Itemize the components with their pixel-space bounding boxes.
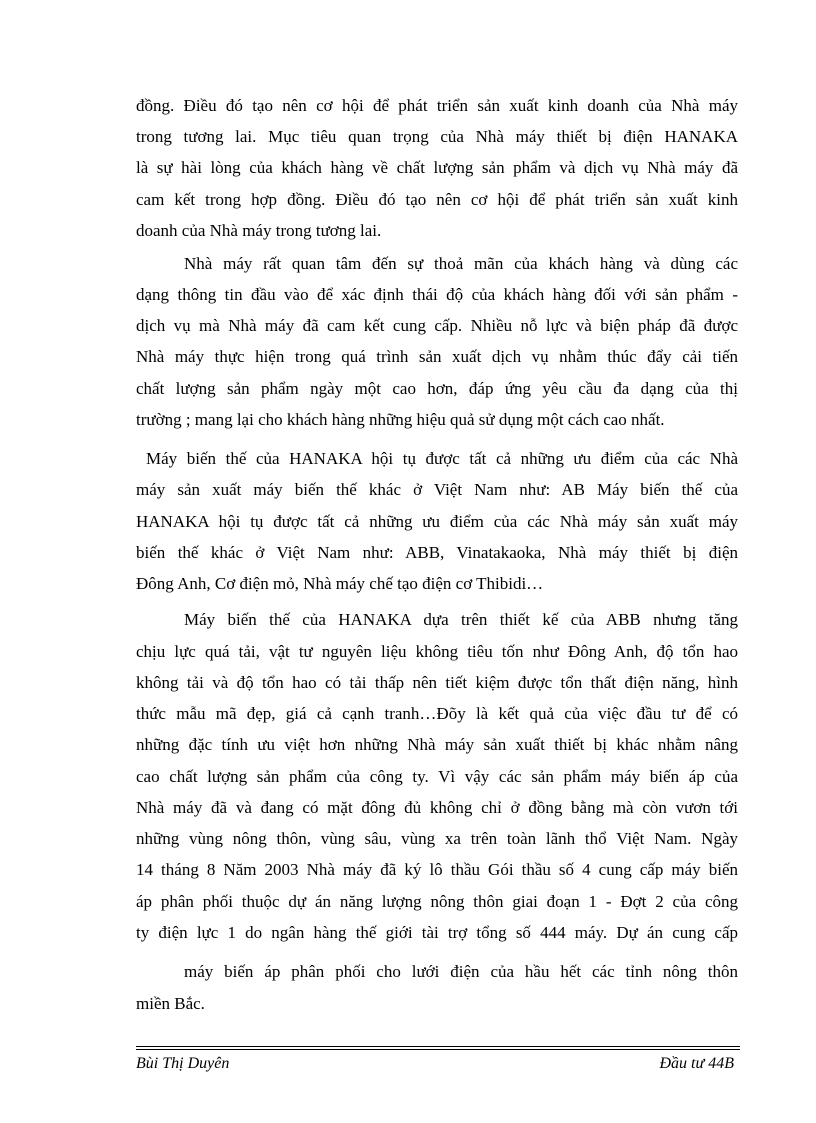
paragraph-line: trong tương lai. Mục tiêu quan trọng của Nhà máy thiết bị điện HANAKA bbox=[136, 127, 738, 146]
paragraph-line: những vùng nông thôn, vùng sâu, vùng xa trên toàn lãnh thổ Việt Nam. Ngày bbox=[136, 829, 738, 848]
paragraph-line: miền Bắc. bbox=[136, 994, 205, 1013]
paragraph-line: Máy biến thế của HANAKA hội tụ được tất cả những ưu điểm của các Nhà bbox=[146, 449, 738, 468]
paragraph-line: ty điện lực 1 do ngân hàng thế giới tài trợ tổng số 444 máy. Dự án cung cấp bbox=[136, 923, 738, 942]
paragraph-line: chịu lực quá tải, vật tư nguyên liệu không tiêu tốn như Đông Anh, độ tổn hao bbox=[136, 642, 738, 661]
paragraph-line: cam kết trong hợp đồng. Điều đó tạo nên cơ hội để phát triển sản xuất kinh bbox=[136, 190, 738, 209]
paragraph-line: HANAKA hội tụ được tất cả những ưu điểm của các Nhà máy sản xuất máy bbox=[136, 512, 738, 531]
paragraph-line: thức mẫu mã đẹp, giá cả cạnh tranh…Đõy là kết quả của việc đầu tư để có bbox=[136, 704, 738, 723]
footer-class: Đầu tư 44B bbox=[659, 1055, 734, 1072]
paragraph-line: những đặc tính ưu việt hơn những Nhà máy sản xuất thiết bị khác nhằm nâng bbox=[136, 735, 738, 754]
paragraph-line: áp phân phối thuộc dự án năng lượng nông thôn giai đoạn 1 - Đợt 2 của công bbox=[136, 892, 738, 911]
paragraph-line: máy biến áp phân phối cho lưới điện của hầu hết các tỉnh nông thôn bbox=[184, 962, 738, 981]
paragraph-line: dịch vụ mà Nhà máy đã cam kết cung cấp. Nhiều nỗ lực và biện pháp đã được bbox=[136, 316, 738, 335]
paragraph-line: cao chất lượng sản phẩm của công ty. Vì vậy các sản phẩm máy biến áp của bbox=[136, 767, 738, 786]
paragraph-line: Máy biến thế của HANAKA dựa trên thiết kế của ABB nhưng tăng bbox=[184, 610, 738, 629]
footer-rule-bottom bbox=[136, 1049, 740, 1050]
paragraph-line: doanh của Nhà máy trong tương lai. bbox=[136, 221, 382, 240]
paragraph-line: biến thế khác ở Việt Nam như: ABB, Vinatakaoka, Nhà máy thiết bị điện bbox=[136, 543, 738, 562]
paragraph-line: trường ; mang lại cho khách hàng những hiệu quả sử dụng một cách cao nhất. bbox=[136, 410, 665, 429]
paragraph-line: 14 tháng 8 Năm 2003 Nhà máy đã ký lô thầu Gói thầu số 4 cung cấp máy biến bbox=[136, 860, 738, 879]
paragraph-line: Nhà máy đã và đang có mặt đông đủ không chỉ ở đồng bằng mà còn vươn tới bbox=[136, 798, 738, 817]
paragraph-line: đồng. Điều đó tạo nên cơ hội để phát triển sản xuất kinh doanh của Nhà máy bbox=[136, 96, 738, 115]
footer-rule-top bbox=[136, 1046, 740, 1047]
paragraph-line: Đông Anh, Cơ điện mỏ, Nhà máy chế tạo điện cơ Thibidi… bbox=[136, 574, 544, 593]
paragraph-line: máy sản xuất máy biến thế khác ở Việt Nam như: AB Máy biến thế của bbox=[136, 480, 738, 499]
paragraph-line: Nhà máy rất quan tâm đến sự thoả mãn của khách hàng và dùng các bbox=[184, 254, 738, 273]
paragraph-line: chất lượng sản phẩm ngày một cao hơn, đáp ứng yêu cầu đa dạng của thị bbox=[136, 379, 738, 398]
paragraph-line: Nhà máy thực hiện trong quá trình sản xuất dịch vụ nhằm thúc đẩy cải tiến bbox=[136, 347, 738, 366]
paragraph-line: không tải và độ tổn hao có tải thấp nên tiết kiệm được tổn thất điện năng, hình bbox=[136, 673, 738, 692]
paragraph-line: dạng thông tin đầu vào để xác định thái độ của khách hàng đối với sản phẩm - bbox=[136, 285, 738, 304]
footer-author: Bùi Thị Duyên bbox=[136, 1055, 230, 1072]
paragraph-line: là sự hài lòng của khách hàng về chất lượng sản phẩm và dịch vụ Nhà máy đã bbox=[136, 158, 738, 177]
